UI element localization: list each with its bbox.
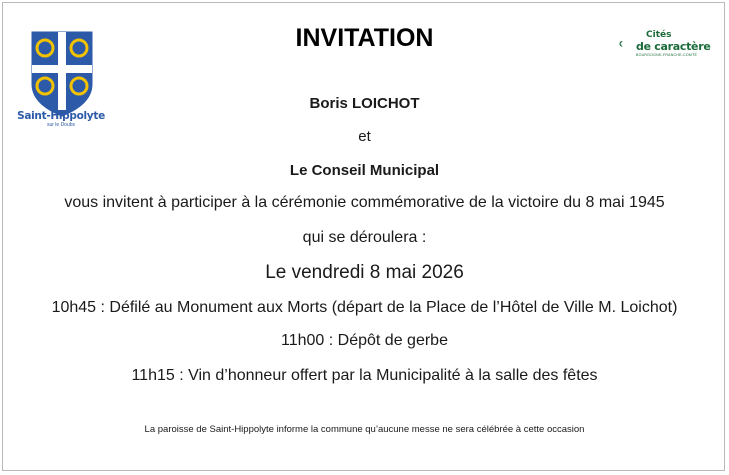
host-name: Boris LOICHOT [309, 95, 420, 112]
council-name: Le Conseil Municipal [289, 162, 440, 179]
schedule-item: 11h15 : Vin d’honneur offert par la Municipalité à la salle des fêtes [131, 367, 598, 384]
logo-right-line1: Cités [646, 30, 672, 40]
invitation-title: INVITATION [295, 24, 434, 52]
takes-place-text: qui se déroulera : [302, 229, 427, 246]
invite-text: vous invitent à participer à la cérémonie commémorative de la victoire du 8 mai 1945 [64, 194, 665, 211]
schedule-item: 11h00 : Dépôt de gerbe [281, 332, 448, 349]
logo-right-line3: BOURGOGNE-FRANCHE-COMTÉ [636, 53, 698, 57]
schedule-item: 10h45 : Défilé au Monument aux Morts (départ de la Place de l’Hôtel de Ville M. Loichot) [51, 299, 678, 316]
footnote: La paroisse de Saint-Hippolyte informe la commune qu’aucune messe ne sera célébrée à cette occasion [144, 424, 585, 435]
event-date: Le vendredi 8 mai 2026 [265, 262, 464, 283]
conjunction: et [358, 128, 371, 145]
crest-label: Saint-Hippolyte [17, 110, 105, 122]
logo-right-line2: de caractère [636, 40, 711, 53]
crest-sublabel: sur le Doubs [46, 122, 76, 128]
